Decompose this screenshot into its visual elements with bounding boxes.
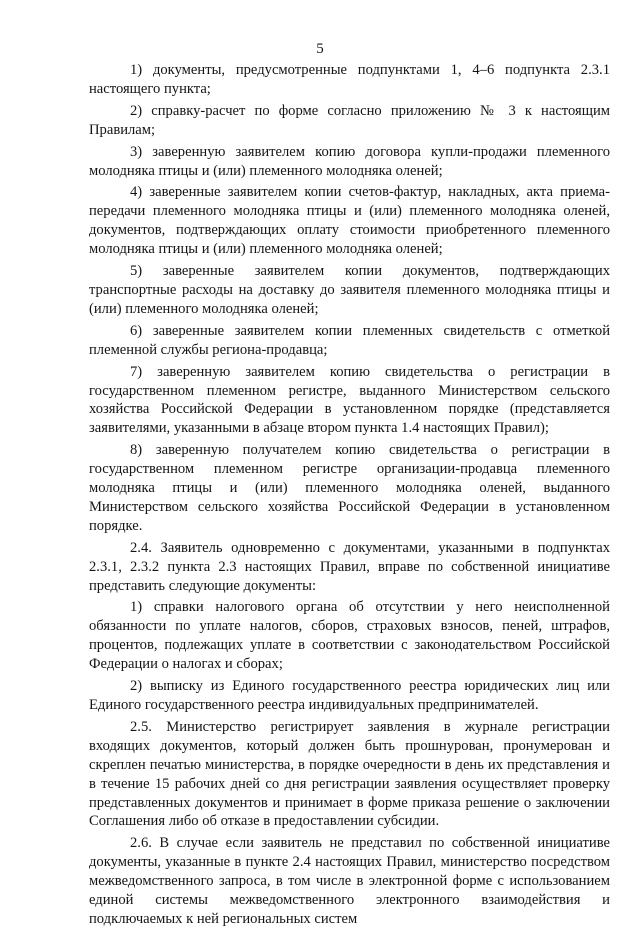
section-2-6: 2.6. В случае если заявитель не представил по собственной инициативе документы, указанные в пункте 2.4 настоящих Правил, министерство посредством межведомственного запроса, в том числе в электронной форме с использованием единой системы межведомственного электронного взаимодействия и подключаемых к ней региональных систем	[89, 835, 610, 927]
section-2-4-item-2: 2) выписку из Единого государственного реестра юридических лиц или Единого государственного реестра индивидуальных предпринимателей.	[89, 678, 610, 713]
paragraph-item-4: 4) заверенные заявителем копии счетов-фактур, накладных, акта приема-передачи племенного молодняка птицы и (или) племенного молодняка оленей, документов, подтверждающих оплату стоимости приобретенного племенного молодняка птицы и (или) племенного молодняка оленей;	[89, 184, 610, 258]
paragraph-item-8: 8) заверенную получателем копию свидетельства о регистрации в государственном племенном регистре организации-продавца племенного молодняка птицы и (или) племенного молодняка оленей, выданного Министерством сельского хозяйства Российской Федерации в установленном порядке.	[89, 442, 610, 534]
section-2-4: 2.4. Заявитель одновременно с документами, указанными в подпунктах 2.3.1, 2.3.2 пункта 2.3 настоящих Правил, вправе по собственной инициативе представить следующие документы:	[89, 539, 610, 594]
paragraph-item-6: 6) заверенные заявителем копии племенных свидетельств с отметкой племенной службы региона-продавца;	[89, 322, 610, 358]
paragraph-item-1: 1) документы, предусмотренные подпунктами 1, 4–6 подпункта 2.3.1 настоящего пункта;	[89, 62, 610, 97]
paragraph-item-7: 7) заверенную заявителем копию свидетельства о регистрации в государственном племенном регистре, выданного Министерством сельского хозяйства Российской Федерации в установленном порядке (представляется заявителями, указанными в абзаце втором пункта 1.4 настоящих Правил);	[89, 363, 610, 437]
paragraph-item-2: 2) справку-расчет по форме согласно приложению № 3 к настоящим Правилам;	[89, 102, 610, 138]
paragraph-item-5: 5) заверенные заявителем копии документов, подтверждающих транспортные расходы на доставку до заявителя племенного молодняка птицы и (или) племенного молодняка оленей;	[89, 263, 610, 317]
section-2-4-item-1: 1) справки налогового органа об отсутствии у него неисполненной обязанности по уплате налогов, сборов, страховых взносов, пеней, штрафов, процентов, подлежащих уплате в соответствии с законодательством Российской Федерации о налогах и сборах;	[89, 599, 610, 673]
document-body	[89, 61, 610, 932]
page-number: 5	[316, 41, 324, 57]
section-2-5: 2.5. Министерство регистрирует заявления в журнале регистрации входящих документов, который должен быть прошнурован, пронумерован и скреплен печатью министерства, в порядке очередности в день их представления и в течение 15 рабочих дней со дня регистрации заявления осуществляет проверку представленных документов и принимает в форме приказа решение о заключении Соглашения либо об отказе в предоставлении субсидии.	[89, 718, 610, 830]
paragraph-item-3: 3) заверенную заявителем копию договора купли-продажи племенного молодняка птицы и (или) племенного молодняка оленей;	[89, 143, 610, 179]
